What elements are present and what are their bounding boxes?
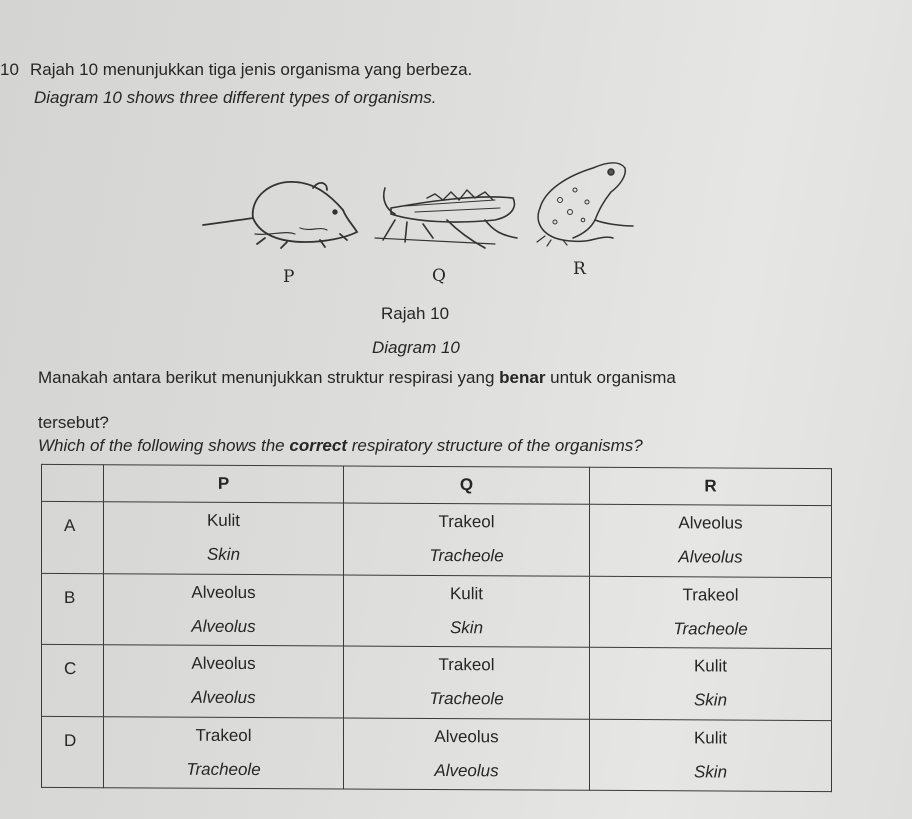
option-row-c[interactable] [42, 644, 832, 720]
prompt-malay-line2: tersebut? [38, 413, 109, 432]
option-row-d[interactable] [42, 716, 832, 792]
answer-cell [590, 647, 832, 720]
cell-english: Tracheole [429, 546, 504, 566]
cell-malay: Trakeol [438, 512, 495, 532]
mouse-illustration [203, 182, 357, 248]
prompt-english [38, 436, 643, 456]
header-q: Q [344, 466, 590, 504]
option-letter: A [42, 501, 104, 573]
cell-english: Alveolus [191, 687, 256, 708]
prompt-malay-bold: benar [499, 368, 546, 387]
cell-malay: Alveolus [191, 582, 256, 602]
answer-cell [104, 645, 344, 718]
cell-malay: Alveolus [434, 726, 499, 747]
header-r: R [590, 467, 832, 505]
answer-cell [104, 573, 344, 646]
cell-malay: Kulit [693, 728, 728, 748]
cell-malay: Kulit [449, 583, 484, 603]
prompt-english-after: respiratory structure of the organisms? [351, 436, 643, 455]
prompt-malay-before: Manakah antara berikut menunjukkan struktur respirasi yang [38, 368, 495, 387]
answer-cell [104, 716, 344, 789]
organism-label-p: P [283, 267, 295, 287]
question-text-english: Diagram 10 shows three different types of organisms. [34, 88, 437, 107]
option-letter: D [42, 716, 104, 788]
cell-english: Skin [206, 545, 241, 565]
table-header-row [42, 464, 832, 505]
answer-cell [344, 575, 590, 648]
cell-english: Alveolus [678, 547, 743, 567]
option-letter: B [42, 573, 104, 645]
question-number: 10 [0, 60, 19, 79]
question-text-malay: Rajah 10 menunjukkan tiga jenis organisma yang berbeza. [30, 60, 473, 79]
frog-illustration [537, 163, 633, 246]
organisms-diagram [195, 150, 665, 255]
answer-cell [344, 503, 590, 576]
prompt-english-bold: correct [289, 436, 347, 455]
answer-cell [344, 718, 590, 791]
cell-english: Skin [449, 617, 484, 637]
cell-malay: Trakeol [195, 725, 252, 745]
cell-english: Tracheole [673, 618, 748, 639]
cell-malay: Alveolus [191, 653, 256, 674]
prompt-malay-after: untuk organisma [550, 368, 676, 387]
answer-cell [590, 576, 832, 649]
prompt-english-before: Which of the following shows the [38, 436, 285, 455]
cell-malay: Alveolus [678, 513, 743, 533]
cell-malay: Kulit [206, 511, 241, 531]
answer-cell [104, 502, 344, 575]
cell-english: Skin [693, 690, 728, 710]
header-p: P [104, 465, 344, 503]
grasshopper-illustration [375, 188, 517, 248]
answer-cell [590, 504, 832, 577]
cell-english: Tracheole [429, 689, 504, 709]
cell-malay: Trakeol [682, 585, 739, 605]
answer-cell [590, 719, 832, 792]
option-letter: C [42, 644, 104, 716]
cell-english: Alveolus [191, 616, 256, 636]
cell-english: Skin [693, 762, 728, 782]
organism-label-q: Q [432, 266, 446, 286]
cell-english: Tracheole [186, 759, 261, 779]
answer-cell [344, 646, 590, 719]
organism-label-r: R [573, 259, 586, 279]
option-row-b[interactable] [42, 573, 832, 649]
header-blank [42, 464, 104, 501]
cell-malay: Kulit [693, 656, 728, 676]
diagram-caption-english: Diagram 10 [372, 338, 460, 357]
cell-english: Alveolus [434, 760, 499, 781]
option-row-a[interactable] [42, 501, 832, 577]
diagram-caption-malay: Rajah 10 [381, 304, 450, 323]
answer-options-table [41, 464, 832, 792]
prompt-malay [38, 368, 676, 388]
cell-malay: Trakeol [438, 655, 495, 675]
